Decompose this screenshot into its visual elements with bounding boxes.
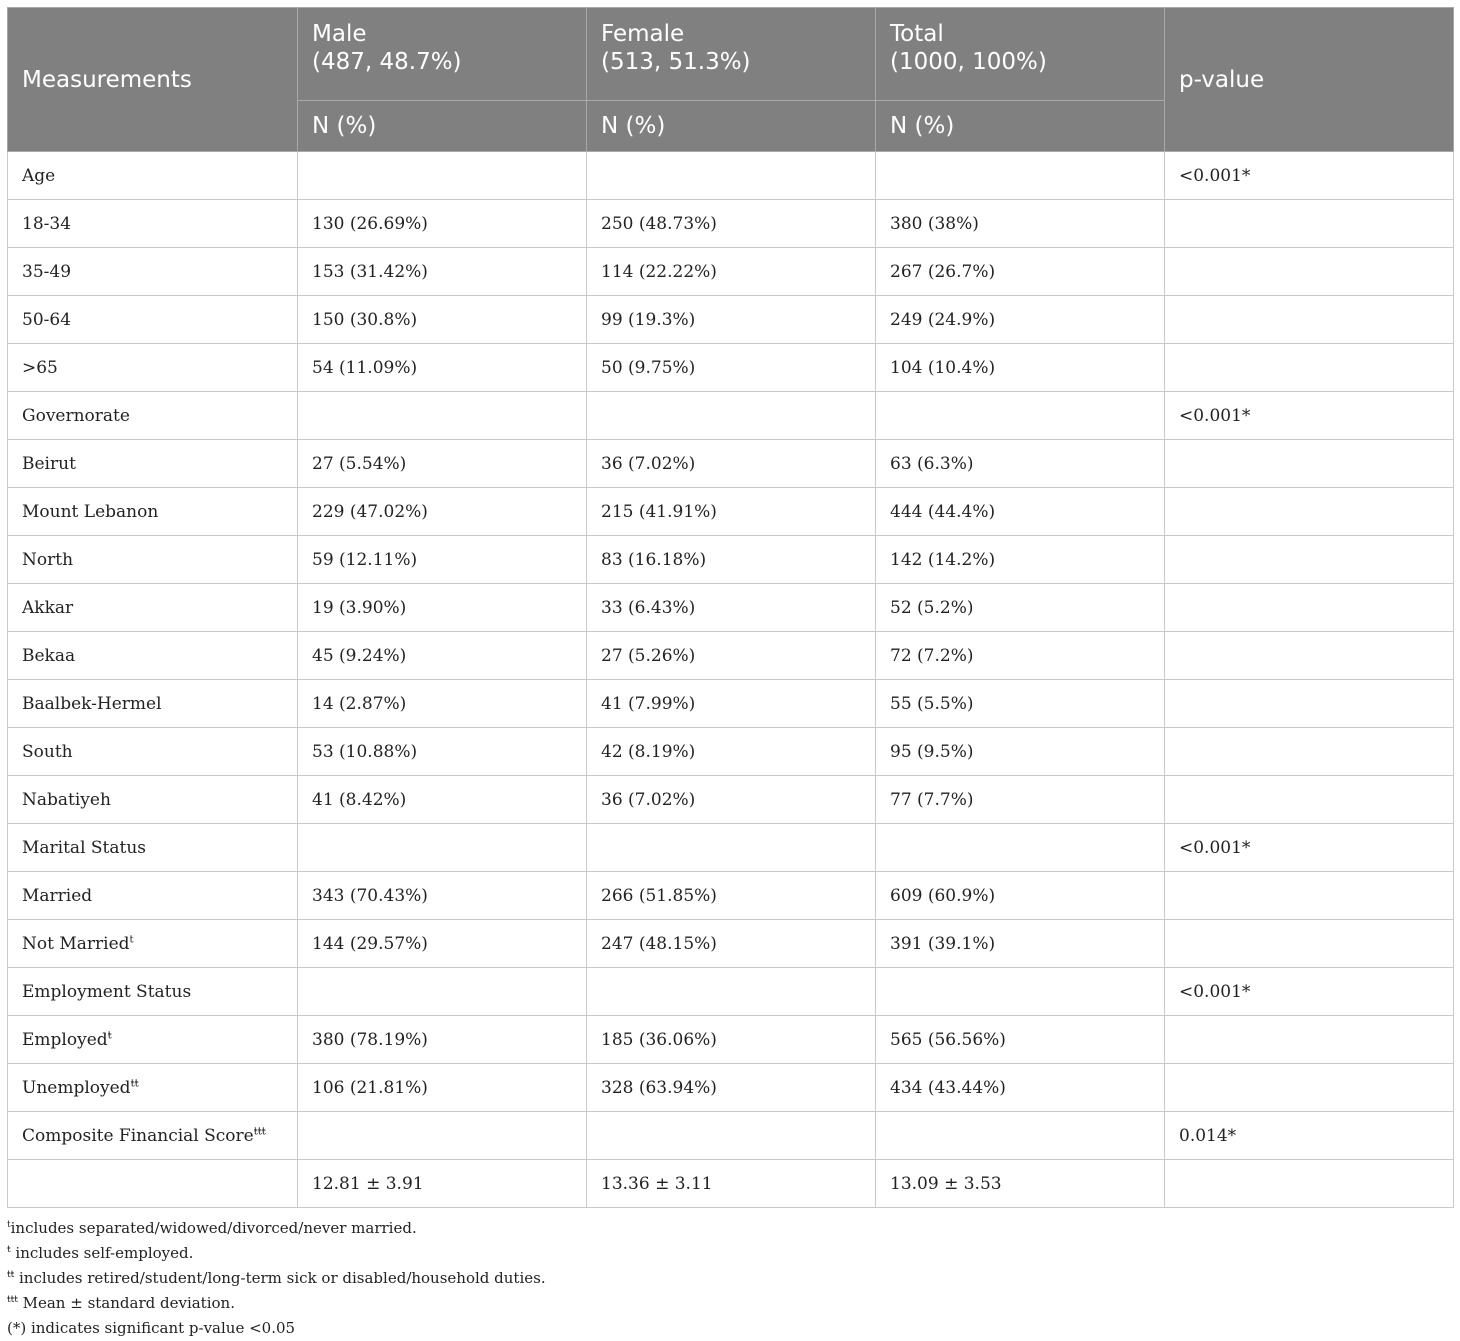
table-row — [8, 344, 1454, 392]
row-label-text: 35-49 — [22, 261, 72, 282]
cell-total — [876, 152, 1165, 200]
cell-female — [587, 152, 876, 200]
footnote — [7, 1241, 1453, 1266]
row-label — [8, 632, 298, 680]
table-row — [8, 1016, 1454, 1064]
header-p-value: p-value — [1165, 8, 1454, 152]
cell-female: 50 (9.75%) — [587, 344, 876, 392]
table-footnotes — [7, 1216, 1453, 1341]
cell-total: 52 (5.2%) — [876, 584, 1165, 632]
row-label-text: South — [22, 741, 73, 762]
cell-total: 13.09 ± 3.53 — [876, 1160, 1165, 1208]
cell-male — [298, 968, 587, 1016]
row-label — [8, 584, 298, 632]
cell-male: 150 (30.8%) — [298, 296, 587, 344]
row-label — [8, 728, 298, 776]
row-label — [8, 296, 298, 344]
table-row — [8, 248, 1454, 296]
cell-p-value — [1165, 296, 1454, 344]
header-female-label: Female — [601, 21, 685, 47]
row-label-text: 18-34 — [22, 213, 72, 234]
cell-p-value — [1165, 488, 1454, 536]
row-label — [8, 680, 298, 728]
cell-male: 106 (21.81%) — [298, 1064, 587, 1112]
header-male — [298, 8, 587, 101]
cell-total — [876, 824, 1165, 872]
cell-female: 114 (22.22%) — [587, 248, 876, 296]
cell-p-value — [1165, 440, 1454, 488]
row-label-text: Employment Status — [22, 981, 192, 1002]
row-label-text: Governorate — [22, 405, 130, 426]
cell-male — [298, 824, 587, 872]
header-total — [876, 8, 1165, 101]
cell-p-value — [1165, 632, 1454, 680]
cell-p-value — [1165, 1016, 1454, 1064]
header-total-label: Total — [890, 21, 944, 47]
cell-total: 267 (26.7%) — [876, 248, 1165, 296]
cell-male: 153 (31.42%) — [298, 248, 587, 296]
footnote-text: includes retired/student/long-term sick or disabled/household duties. — [14, 1269, 546, 1287]
cell-total: 434 (43.44%) — [876, 1064, 1165, 1112]
cell-p-value: <0.001* — [1165, 968, 1454, 1016]
cell-p-value — [1165, 536, 1454, 584]
footnote-marker: ŧŧŧ — [253, 1125, 266, 1137]
row-label-text: Marital Status — [22, 837, 147, 858]
cell-male: 229 (47.02%) — [298, 488, 587, 536]
table-body — [8, 152, 1454, 1208]
row-label-text: Beirut — [22, 453, 76, 474]
cell-male — [298, 392, 587, 440]
table-row — [8, 296, 1454, 344]
table-row — [8, 776, 1454, 824]
cell-total: 55 (5.5%) — [876, 680, 1165, 728]
row-label — [8, 872, 298, 920]
row-label-text: Akkar — [22, 597, 74, 618]
row-label — [8, 536, 298, 584]
table-header — [8, 8, 1454, 152]
cell-total: 142 (14.2%) — [876, 536, 1165, 584]
cell-female: 33 (6.43%) — [587, 584, 876, 632]
cell-p-value — [1165, 1160, 1454, 1208]
cell-male: 12.81 ± 3.91 — [298, 1160, 587, 1208]
header-female-count: (513, 51.3%) — [601, 49, 751, 75]
cell-total — [876, 968, 1165, 1016]
row-label-text: Mount Lebanon — [22, 501, 159, 522]
cell-male: 27 (5.54%) — [298, 440, 587, 488]
cell-total: 444 (44.4%) — [876, 488, 1165, 536]
table-row — [8, 728, 1454, 776]
footnote-marker: t — [129, 933, 134, 945]
cell-male: 343 (70.43%) — [298, 872, 587, 920]
cell-total: 72 (7.2%) — [876, 632, 1165, 680]
footnote — [7, 1316, 1453, 1341]
row-label — [8, 392, 298, 440]
cell-p-value — [1165, 680, 1454, 728]
table-row — [8, 200, 1454, 248]
cell-p-value — [1165, 776, 1454, 824]
cell-male: 144 (29.57%) — [298, 920, 587, 968]
demographics-table — [7, 7, 1454, 1208]
table-row — [8, 488, 1454, 536]
cell-female — [587, 824, 876, 872]
cell-p-value — [1165, 1064, 1454, 1112]
row-label-text: Composite Financial Score — [22, 1125, 254, 1146]
demographics-table-container — [7, 7, 1453, 1341]
cell-female: 185 (36.06%) — [587, 1016, 876, 1064]
row-label-text: Unemployed — [22, 1077, 131, 1098]
cell-male: 14 (2.87%) — [298, 680, 587, 728]
table-row — [8, 824, 1454, 872]
row-label-text: Bekaa — [22, 645, 76, 666]
row-label — [8, 488, 298, 536]
cell-male: 41 (8.42%) — [298, 776, 587, 824]
footnote-marker: ŧŧ — [130, 1077, 139, 1089]
cell-total — [876, 1112, 1165, 1160]
row-label — [8, 824, 298, 872]
row-label — [8, 344, 298, 392]
table-row — [8, 584, 1454, 632]
cell-female: 215 (41.91%) — [587, 488, 876, 536]
cell-total: 95 (9.5%) — [876, 728, 1165, 776]
cell-female — [587, 1112, 876, 1160]
footnote-text: Mean ± standard deviation. — [17, 1294, 235, 1312]
row-label-text: Age — [22, 165, 56, 186]
cell-female — [587, 392, 876, 440]
cell-male: 53 (10.88%) — [298, 728, 587, 776]
table-row — [8, 536, 1454, 584]
cell-p-value: 0.014* — [1165, 1112, 1454, 1160]
footnote — [7, 1291, 1453, 1316]
table-row — [8, 968, 1454, 1016]
cell-p-value — [1165, 872, 1454, 920]
row-label-text: Married — [22, 885, 93, 906]
footnote-symbol: ŧŧŧ — [7, 1295, 18, 1305]
cell-female: 250 (48.73%) — [587, 200, 876, 248]
footnote-text: includes separated/widowed/divorced/never married. — [10, 1219, 417, 1237]
cell-total: 104 (10.4%) — [876, 344, 1165, 392]
footnote — [7, 1266, 1453, 1291]
header-total-count: (1000, 100%) — [890, 49, 1047, 75]
row-label — [8, 968, 298, 1016]
cell-female: 13.36 ± 3.11 — [587, 1160, 876, 1208]
cell-female: 266 (51.85%) — [587, 872, 876, 920]
footnote-text: includes self-employed. — [10, 1244, 194, 1262]
header-male-label: Male — [312, 21, 367, 47]
row-label-text: 50-64 — [22, 309, 72, 330]
table-row — [8, 872, 1454, 920]
cell-total: 63 (6.3%) — [876, 440, 1165, 488]
row-label-text: Nabatiyeh — [22, 789, 111, 810]
row-label — [8, 440, 298, 488]
cell-male: 380 (78.19%) — [298, 1016, 587, 1064]
cell-p-value: <0.001* — [1165, 392, 1454, 440]
cell-total: 609 (60.9%) — [876, 872, 1165, 920]
cell-p-value — [1165, 344, 1454, 392]
cell-female: 83 (16.18%) — [587, 536, 876, 584]
table-row — [8, 440, 1454, 488]
cell-female: 27 (5.26%) — [587, 632, 876, 680]
cell-female: 99 (19.3%) — [587, 296, 876, 344]
cell-male: 45 (9.24%) — [298, 632, 587, 680]
footnote-symbol: ŧŧ — [7, 1270, 15, 1280]
cell-male: 59 (12.11%) — [298, 536, 587, 584]
row-label-text: Employed — [22, 1029, 108, 1050]
row-label — [8, 1112, 298, 1160]
header-male-n-pct: N (%) — [298, 101, 587, 152]
header-female-n-pct: N (%) — [587, 101, 876, 152]
row-label-text: North — [22, 549, 74, 570]
header-male-count: (487, 48.7%) — [312, 49, 462, 75]
cell-p-value — [1165, 200, 1454, 248]
cell-female — [587, 968, 876, 1016]
cell-p-value — [1165, 584, 1454, 632]
cell-female: 36 (7.02%) — [587, 440, 876, 488]
row-label — [8, 920, 298, 968]
cell-p-value — [1165, 248, 1454, 296]
cell-female: 328 (63.94%) — [587, 1064, 876, 1112]
row-label — [8, 1064, 298, 1112]
row-label — [8, 200, 298, 248]
table-row — [8, 632, 1454, 680]
cell-total: 249 (24.9%) — [876, 296, 1165, 344]
row-label — [8, 248, 298, 296]
cell-p-value: <0.001* — [1165, 824, 1454, 872]
row-label — [8, 1160, 298, 1208]
header-female — [587, 8, 876, 101]
row-label-text: >65 — [22, 357, 58, 378]
cell-female: 36 (7.02%) — [587, 776, 876, 824]
footnote-marker: ŧ — [107, 1029, 112, 1041]
footnote-symbol: t — [7, 1220, 11, 1230]
table-row — [8, 1064, 1454, 1112]
header-measurements: Measurements — [8, 8, 298, 152]
row-label-text: Baalbek-Hermel — [22, 693, 162, 714]
cell-total: 380 (38%) — [876, 200, 1165, 248]
table-row — [8, 920, 1454, 968]
footnote-symbol: ŧ — [7, 1245, 11, 1255]
table-row — [8, 392, 1454, 440]
cell-p-value — [1165, 920, 1454, 968]
table-row — [8, 1112, 1454, 1160]
cell-total: 391 (39.1%) — [876, 920, 1165, 968]
cell-male — [298, 1112, 587, 1160]
row-label-text: Not Married — [22, 933, 130, 954]
cell-total: 565 (56.56%) — [876, 1016, 1165, 1064]
cell-male: 54 (11.09%) — [298, 344, 587, 392]
footnote-text: (*) indicates significant p-value <0.05 — [7, 1319, 296, 1337]
header-total-n-pct: N (%) — [876, 101, 1165, 152]
row-label — [8, 1016, 298, 1064]
cell-total — [876, 392, 1165, 440]
cell-male: 130 (26.69%) — [298, 200, 587, 248]
row-label — [8, 152, 298, 200]
table-row — [8, 680, 1454, 728]
table-row — [8, 152, 1454, 200]
cell-total: 77 (7.7%) — [876, 776, 1165, 824]
table-row — [8, 1160, 1454, 1208]
footnote — [7, 1216, 1453, 1241]
row-label — [8, 776, 298, 824]
cell-p-value — [1165, 728, 1454, 776]
cell-female: 42 (8.19%) — [587, 728, 876, 776]
cell-male: 19 (3.90%) — [298, 584, 587, 632]
cell-male — [298, 152, 587, 200]
cell-p-value: <0.001* — [1165, 152, 1454, 200]
cell-female: 247 (48.15%) — [587, 920, 876, 968]
cell-female: 41 (7.99%) — [587, 680, 876, 728]
